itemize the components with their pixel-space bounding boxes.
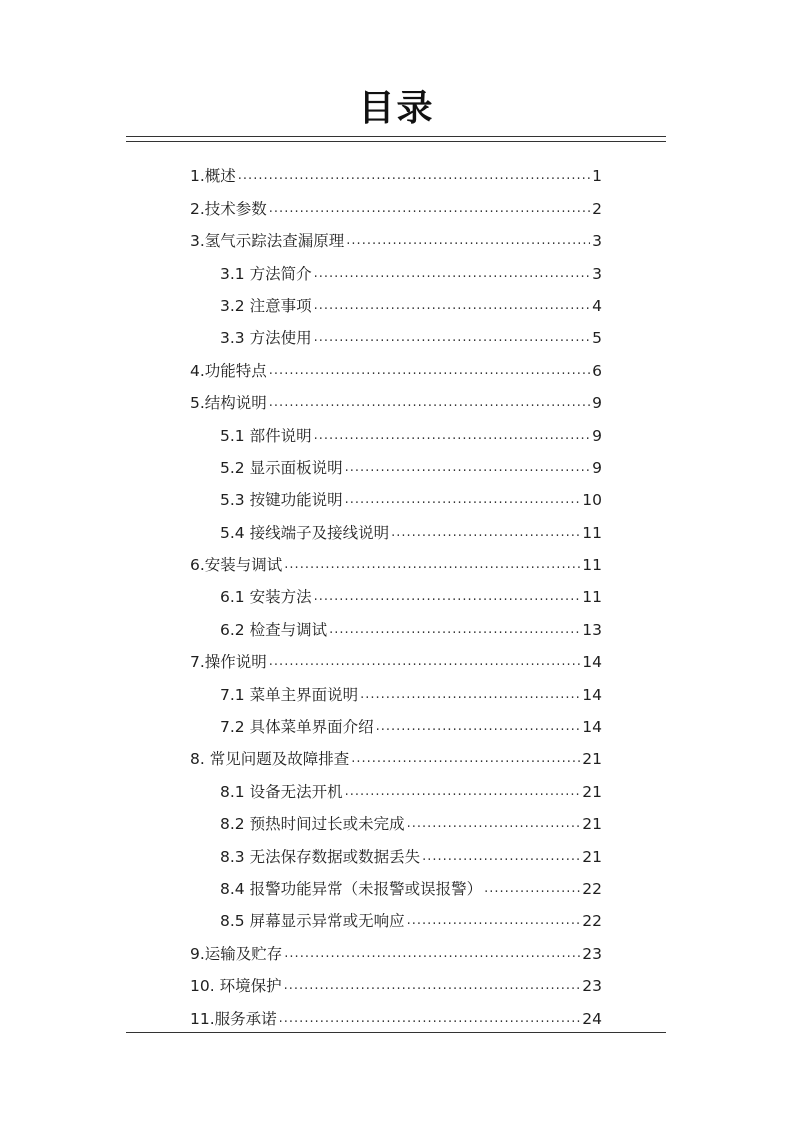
toc-entry-page-number: 4 — [592, 296, 602, 315]
toc-entry[interactable] — [190, 802, 602, 834]
toc-entry-label: 7.操作说明 — [190, 653, 267, 672]
toc-entry[interactable] — [190, 446, 602, 478]
toc-entry-label: 3.2 注意事项 — [220, 296, 312, 315]
dot-leader — [376, 717, 581, 737]
toc-entry[interactable] — [190, 186, 602, 218]
dot-leader — [345, 782, 581, 802]
toc-entry-page-number: 10 — [582, 491, 602, 510]
dot-leader — [269, 652, 580, 672]
toc-entry-page-number: 14 — [582, 685, 602, 704]
toc-entry[interactable] — [190, 413, 602, 445]
toc-entry[interactable] — [190, 931, 602, 963]
toc-entry-label: 10. 环境保护 — [190, 977, 282, 996]
toc-entry-page-number: 23 — [582, 977, 602, 996]
toc-entry-page-number: 6 — [592, 361, 602, 380]
table-of-contents — [190, 154, 602, 1029]
dot-leader — [284, 555, 580, 575]
dot-leader — [314, 426, 591, 446]
toc-entry-label: 8. 常见问题及故障排查 — [190, 750, 350, 769]
toc-entry-page-number: 9 — [592, 458, 602, 477]
toc-entry-page-number: 3 — [592, 264, 602, 283]
dot-leader — [238, 166, 590, 186]
toc-entry-label: 8.5 屏幕显示异常或无响应 — [220, 912, 405, 931]
dot-leader — [346, 231, 590, 251]
toc-entry[interactable] — [190, 705, 602, 737]
toc-entry-label: 7.2 具体菜单界面介绍 — [220, 718, 374, 737]
dot-leader — [351, 749, 580, 769]
toc-entry-label: 6.安装与调试 — [190, 556, 283, 575]
toc-entry[interactable] — [190, 510, 602, 542]
toc-entry[interactable] — [190, 316, 602, 348]
dot-leader — [407, 814, 581, 834]
toc-entry-label: 8.3 无法保存数据或数据丢失 — [220, 847, 421, 866]
toc-entry-page-number: 11 — [582, 523, 602, 542]
toc-entry[interactable] — [190, 640, 602, 672]
toc-entry-label: 3.氢气示踪法查漏原理 — [190, 232, 345, 251]
dot-leader — [314, 587, 581, 607]
toc-entry-label: 9.运输及贮存 — [190, 944, 283, 963]
dot-leader — [407, 911, 581, 931]
toc-entry-page-number: 22 — [582, 879, 602, 898]
dot-leader — [484, 879, 580, 899]
dot-leader — [284, 976, 581, 996]
toc-entry-label: 6.2 检查与调试 — [220, 620, 328, 639]
toc-entry-label: 5.2 显示面板说明 — [220, 458, 343, 477]
toc-entry-page-number: 21 — [582, 782, 602, 801]
toc-entry-label: 5.1 部件说明 — [220, 426, 312, 445]
dot-leader — [360, 685, 580, 705]
toc-entry[interactable] — [190, 996, 602, 1028]
toc-entry-page-number: 9 — [592, 426, 602, 445]
dot-leader — [314, 328, 591, 348]
toc-entry-label: 7.1 菜单主界面说明 — [220, 685, 359, 704]
toc-entry-label: 6.1 安装方法 — [220, 588, 312, 607]
toc-entry-page-number: 21 — [582, 750, 602, 769]
toc-entry-page-number: 2 — [592, 199, 602, 218]
toc-entry-page-number: 11 — [582, 556, 602, 575]
toc-entry-label: 1.概述 — [190, 167, 236, 186]
toc-entry[interactable] — [190, 219, 602, 251]
toc-entry[interactable] — [190, 672, 602, 704]
dot-leader — [314, 296, 591, 316]
toc-entry-label: 5.3 按键功能说明 — [220, 491, 343, 510]
toc-entry-label: 8.1 设备无法开机 — [220, 782, 343, 801]
dot-leader — [422, 847, 580, 867]
toc-entry-label: 5.结构说明 — [190, 394, 267, 413]
toc-entry-label: 3.3 方法使用 — [220, 329, 312, 348]
toc-entry-page-number: 21 — [582, 815, 602, 834]
dot-leader — [345, 458, 591, 478]
dot-leader — [269, 393, 590, 413]
toc-entry-page-number: 22 — [582, 912, 602, 931]
toc-entry[interactable] — [190, 543, 602, 575]
toc-entry-page-number: 24 — [582, 1009, 602, 1028]
toc-entry-label: 4.功能特点 — [190, 361, 267, 380]
dot-leader — [314, 264, 591, 284]
title-rule-lower — [126, 141, 666, 142]
toc-entry-label: 8.4 报警功能异常（未报警或误报警） — [220, 879, 483, 898]
toc-entry[interactable] — [190, 769, 602, 801]
toc-entry-page-number: 13 — [582, 620, 602, 639]
toc-entry-page-number: 3 — [592, 232, 602, 251]
toc-entry-label: 2.技术参数 — [190, 199, 267, 218]
toc-entry-page-number: 5 — [592, 329, 602, 348]
toc-entry-page-number: 11 — [582, 588, 602, 607]
bottom-rule — [126, 1032, 666, 1033]
toc-entry-label: 8.2 预热时间过长或未完成 — [220, 815, 405, 834]
dot-leader — [284, 944, 580, 964]
toc-entry[interactable] — [190, 251, 602, 283]
toc-entry-page-number: 14 — [582, 718, 602, 737]
title-rule-upper — [126, 136, 666, 137]
dot-leader — [269, 199, 590, 219]
toc-entry-page-number: 14 — [582, 653, 602, 672]
toc-entry-label: 5.4 接线端子及接线说明 — [220, 523, 390, 542]
toc-entry[interactable] — [190, 478, 602, 510]
page-title: 目录 — [358, 88, 435, 129]
toc-entry-page-number: 9 — [592, 394, 602, 413]
dot-leader — [391, 523, 580, 543]
toc-entry[interactable] — [190, 964, 602, 996]
toc-entry-label: 3.1 方法简介 — [220, 264, 312, 283]
dot-leader — [279, 1009, 581, 1029]
toc-entry-label: 11.服务承诺 — [190, 1009, 277, 1028]
dot-leader — [329, 620, 580, 640]
toc-entry[interactable] — [190, 284, 602, 316]
toc-entry[interactable] — [190, 607, 602, 639]
toc-entry[interactable] — [190, 899, 602, 931]
toc-entry-page-number: 1 — [592, 167, 602, 186]
toc-entry-page-number: 23 — [582, 944, 602, 963]
toc-entry[interactable] — [190, 834, 602, 866]
dot-leader — [269, 361, 590, 381]
toc-entry[interactable] — [190, 737, 602, 769]
toc-entry[interactable] — [190, 348, 602, 380]
toc-entry[interactable] — [190, 575, 602, 607]
toc-entry-page-number: 21 — [582, 847, 602, 866]
toc-entry[interactable] — [190, 381, 602, 413]
dot-leader — [345, 490, 581, 510]
toc-entry[interactable] — [190, 154, 602, 186]
toc-entry[interactable] — [190, 867, 602, 899]
